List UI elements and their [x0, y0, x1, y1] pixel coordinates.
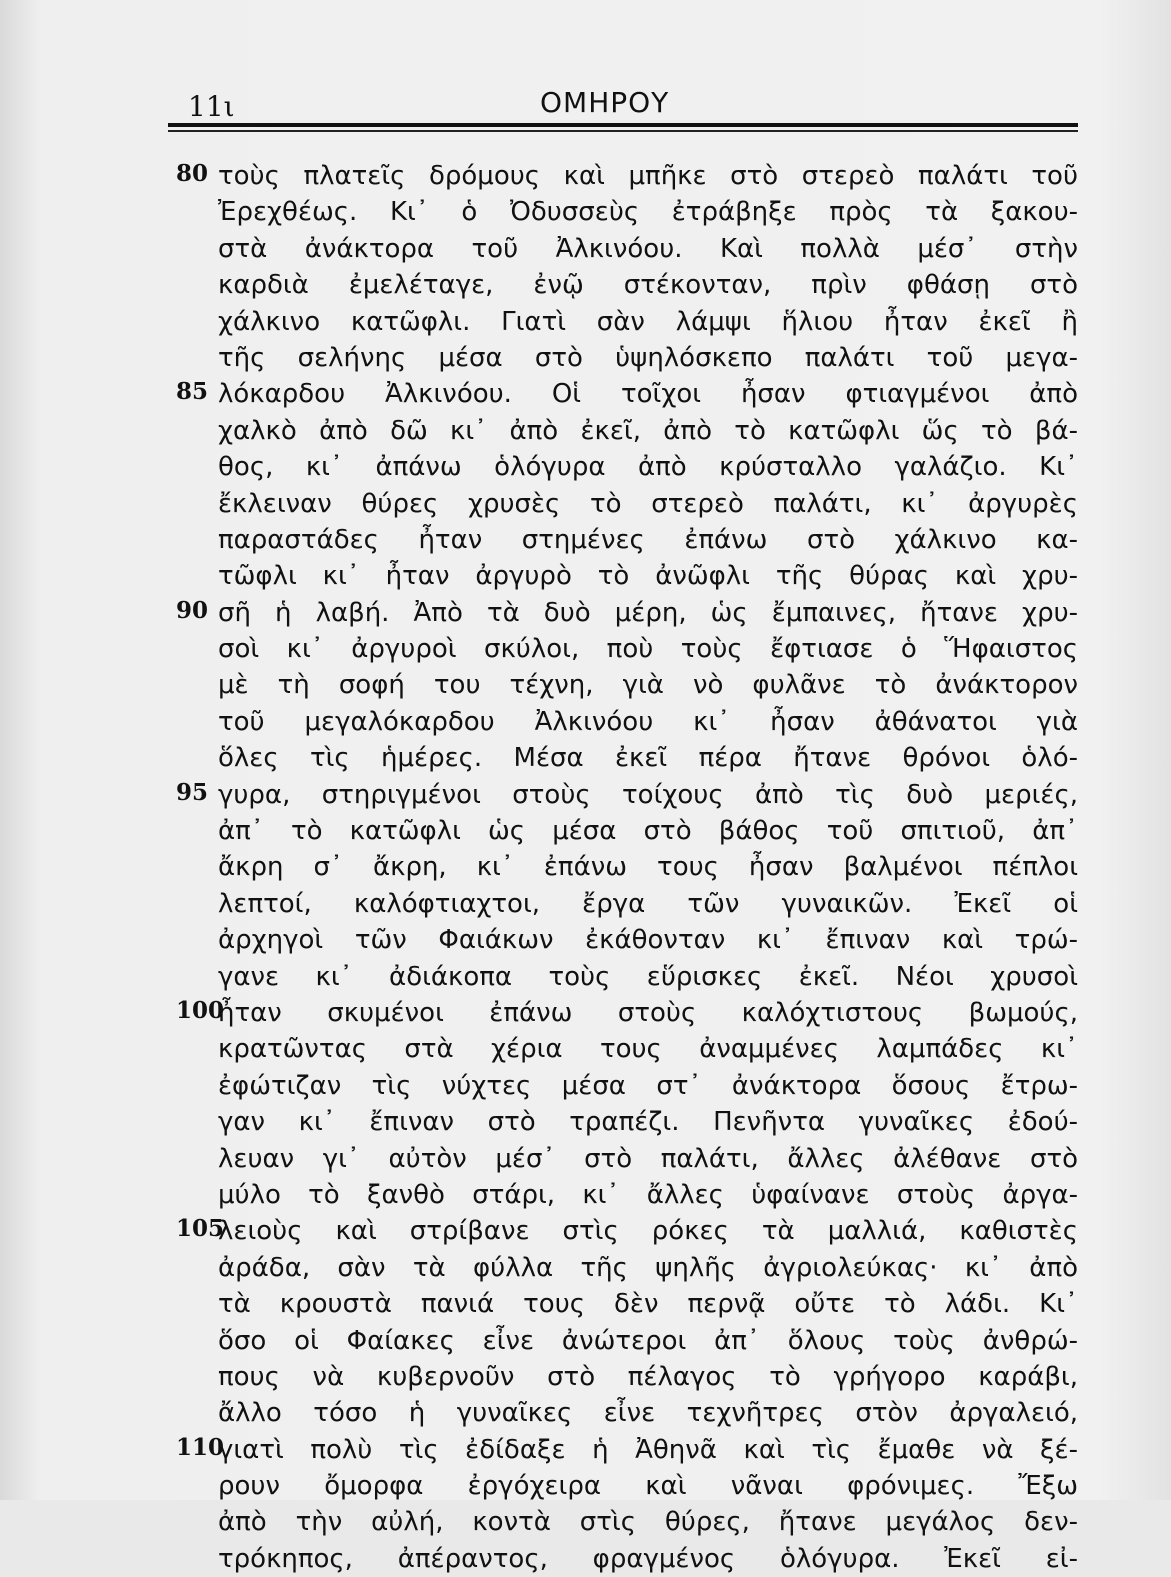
- text-line: [0, 1395, 1171, 1431]
- text-line: [0, 376, 1171, 412]
- text-line: [0, 1213, 1171, 1249]
- line-text: στὰ ἀνάκτορα τοῦ Ἀλκινόου. Καὶ πολλὰ μέσ᾿ στὴν: [218, 233, 1078, 264]
- text-body: [0, 158, 1171, 1577]
- text-line: [0, 449, 1171, 485]
- header-rule-thick: [168, 123, 1078, 127]
- line-text: σῆ ἡ λαβή. Ἀπὸ τὰ δυὸ μέρη, ὡς ἔμπαινες, ἤτανε χρυ-: [218, 597, 1078, 628]
- text-line: [0, 886, 1171, 922]
- text-line: [0, 704, 1171, 740]
- text-line: [0, 1104, 1171, 1140]
- line-text: γαν κι᾿ ἔπιναν στὸ τραπέζι. Πενῆντα γυναῖκες ἐδού-: [218, 1107, 1078, 1138]
- line-text: χαλκὸ ἀπὸ δῶ κι᾿ ἀπὸ ἐκεῖ, ἀπὸ τὸ κατῶφλι ὥς τὸ βά-: [218, 415, 1078, 446]
- line-text: τῆς σελήνης μέσα στὸ ὑψηλόσκεπο παλάτι τοῦ μεγα-: [218, 342, 1078, 373]
- line-number: 90: [176, 596, 209, 624]
- line-text: παραστάδες ἦταν στημένες ἐπάνω στὸ χάλκινο κα-: [218, 524, 1078, 555]
- line-number: 95: [176, 778, 209, 806]
- running-title: ΟΜΗΡΟΥ: [540, 86, 670, 119]
- line-number: 80: [176, 160, 209, 187]
- text-line: [0, 1541, 1171, 1577]
- text-line: [0, 959, 1171, 995]
- text-line: [0, 522, 1171, 558]
- line-text: γιατὶ πολὺ τὶς ἐδίδαξε ἡ Ἀθηνᾶ καὶ τὶς ἔμαθε νὰ ξέ-: [218, 1434, 1078, 1465]
- line-text: ἀπὸ τὴν αὐλή, κοντὰ στὶς θύρες, ἤτανε μεγάλος δεν-: [218, 1507, 1078, 1538]
- line-number: 100: [176, 996, 225, 1024]
- text-line: [0, 486, 1171, 522]
- line-text: θος, κι᾿ ἀπάνω ὁλόγυρα ἀπὸ κρύσταλλο γαλάζιο. Κι᾿: [218, 452, 1078, 483]
- line-text: γυρα, στηριγμένοι στοὺς τοίχους ἀπὸ τὶς δυὸ μεριές,: [218, 779, 1078, 810]
- text-line: [0, 1141, 1171, 1177]
- line-text: ἀράδα, σὰν τὰ φύλλα τῆς ψηλῆς ἀγριολεύκας· κι᾿ ἀπὸ: [218, 1252, 1078, 1283]
- text-line: [0, 813, 1171, 849]
- line-text: πους νὰ κυβερνοῦν στὸ πέλαγος τὸ γρήγορο καράβι,: [218, 1361, 1078, 1392]
- text-line: [0, 413, 1171, 449]
- line-number: 85: [176, 378, 209, 406]
- line-text: καρδιὰ ἐμελέταγε, ἐνῷ στέκονταν, πρὶν φθάσῃ στὸ: [218, 270, 1078, 301]
- text-line: [0, 922, 1171, 958]
- line-text: τρόκηπος, ἀπέραντος, φραγμένος ὁλόγυρα. Ἐκεῖ εἰ-: [218, 1543, 1078, 1574]
- line-text: ἀπ᾿ τὸ κατῶφλι ὡς μέσα στὸ βάθος τοῦ σπιτιοῦ, ἀπ᾿: [218, 816, 1078, 847]
- line-text: Ἐρεχθέως. Κι᾿ ὁ Ὀδυσσεὺς ἐτράβηξε πρὸς τὰ ξακου-: [218, 197, 1078, 228]
- line-text: λειοὺς καὶ στρίβανε στὶς ρόκες τὰ μαλλιά, καθιστὲς: [218, 1216, 1078, 1247]
- page-header: [168, 82, 1080, 122]
- text-line: [0, 740, 1171, 776]
- page-number: 11ι: [188, 90, 235, 123]
- text-line: [0, 231, 1171, 267]
- line-text: τοὺς πλατεῖς δρόμους καὶ μπῆκε στὸ στερεὸ παλάτι τοῦ: [218, 161, 1078, 191]
- line-text: χάλκινο κατῶφλι. Γιατὶ σὰν λάμψι ἥλιου ἦταν ἐκεῖ ἢ: [218, 306, 1078, 337]
- text-line: [0, 631, 1171, 667]
- line-text: ὅλες τὶς ἡμέρες. Μέσα ἐκεῖ πέρα ἤτανε θρόνοι ὁλό-: [218, 743, 1078, 774]
- header-rule-thin: [168, 130, 1078, 132]
- line-text: λεπτοί, καλόφτιαχτοι, ἔργα τῶν γυναικῶν. Ἐκεῖ οἱ: [218, 888, 1078, 919]
- text-line: [0, 849, 1171, 885]
- line-text: λευαν γι᾿ αὐτὸν μέσ᾿ στὸ παλάτι, ἄλλες ἀλέθανε στὸ: [218, 1143, 1078, 1174]
- line-number: 105: [176, 1215, 225, 1243]
- text-line: [0, 667, 1171, 703]
- line-text: γανε κι᾿ ἀδιάκοπα τοὺς εὕρισκες ἐκεῖ. Νέοι χρυσοὶ: [218, 961, 1078, 992]
- text-line: [0, 558, 1171, 594]
- line-text: μύλο τὸ ξανθὸ στάρι, κι᾿ ἄλλες ὑφαίνανε στοὺς ἀργα-: [218, 1179, 1078, 1210]
- text-line: [0, 1323, 1171, 1359]
- text-line: [0, 340, 1171, 376]
- line-text: ἔκλειναν θύρες χρυσὲς τὸ στερεὸ παλάτι, κι᾿ ἀργυρὲς: [218, 488, 1078, 519]
- line-text: λόκαρδου Ἀλκινόου. Οἱ τοῖχοι ἦσαν φτιαγμένοι ἀπὸ: [218, 379, 1078, 410]
- text-line: [0, 1468, 1171, 1504]
- text-line: [0, 1432, 1171, 1468]
- line-number: 110: [176, 1433, 225, 1461]
- line-text: ρουν ὄμορφα ἐργόχειρα καὶ νᾶναι φρόνιμες. Ἔξω: [218, 1471, 1078, 1502]
- line-text: μὲ τὴ σοφή του τέχνη, γιὰ νὸ φυλᾶνε τὸ ἀνάκτορον: [218, 670, 1078, 701]
- text-line: [0, 194, 1171, 230]
- text-line: [0, 1504, 1171, 1540]
- line-text: ἀρχηγοὶ τῶν Φαιάκων ἐκάθονταν κι᾿ ἔπιναν καὶ τρώ-: [218, 925, 1078, 956]
- text-line: [0, 1286, 1171, 1322]
- line-text: κρατῶντας στὰ χέρια τους ἀναμμένες λαμπάδες κι᾿: [218, 1034, 1078, 1065]
- line-text: ἦταν σκυμένοι ἐπάνω στοὺς καλόχτιστους βωμούς,: [218, 997, 1078, 1028]
- line-text: ἄλλο τόσο ἡ γυναῖκες εἶνε τεχνῆτρες στὸν ἀργαλειό,: [218, 1398, 1078, 1429]
- text-line: [0, 158, 1171, 194]
- line-text: ἐφώτιζαν τὶς νύχτες μέσα στ᾿ ἀνάκτορα ὅσους ἔτρω-: [218, 1070, 1078, 1101]
- text-line: [0, 1359, 1171, 1395]
- line-text: τῶφλι κι᾿ ἦταν ἀργυρὸ τὸ ἀνῶφλι τῆς θύρας καὶ χρυ-: [218, 561, 1078, 592]
- line-text: ἄκρη σ᾿ ἄκρη, κι᾿ ἐπάνω τους ἦσαν βαλμένοι πέπλοι: [218, 852, 1078, 883]
- text-line: [0, 1177, 1171, 1213]
- text-line: [0, 995, 1171, 1031]
- line-text: ὅσο οἱ Φαίακες εἶνε ἀνώτεροι ἀπ᾿ ὅλους τοὺς ἀνθρώ-: [218, 1325, 1078, 1356]
- text-line: [0, 1068, 1171, 1104]
- line-text: τὰ κρουστὰ πανιά τους δὲν περνᾷ οὔτε τὸ λάδι. Κι᾿: [218, 1289, 1078, 1320]
- text-line: [0, 1250, 1171, 1286]
- text-line: [0, 267, 1171, 303]
- line-text: τοῦ μεγαλόκαρδου Ἀλκινόου κι᾿ ἦσαν ἀθάνατοι γιὰ: [218, 706, 1078, 737]
- text-line: [0, 1031, 1171, 1067]
- line-text: σοὶ κι᾿ ἀργυροὶ σκύλοι, ποὺ τοὺς ἔφτιασε ὁ Ἥφαιστος: [218, 634, 1078, 665]
- text-line: [0, 304, 1171, 340]
- text-line: [0, 595, 1171, 631]
- text-line: [0, 777, 1171, 813]
